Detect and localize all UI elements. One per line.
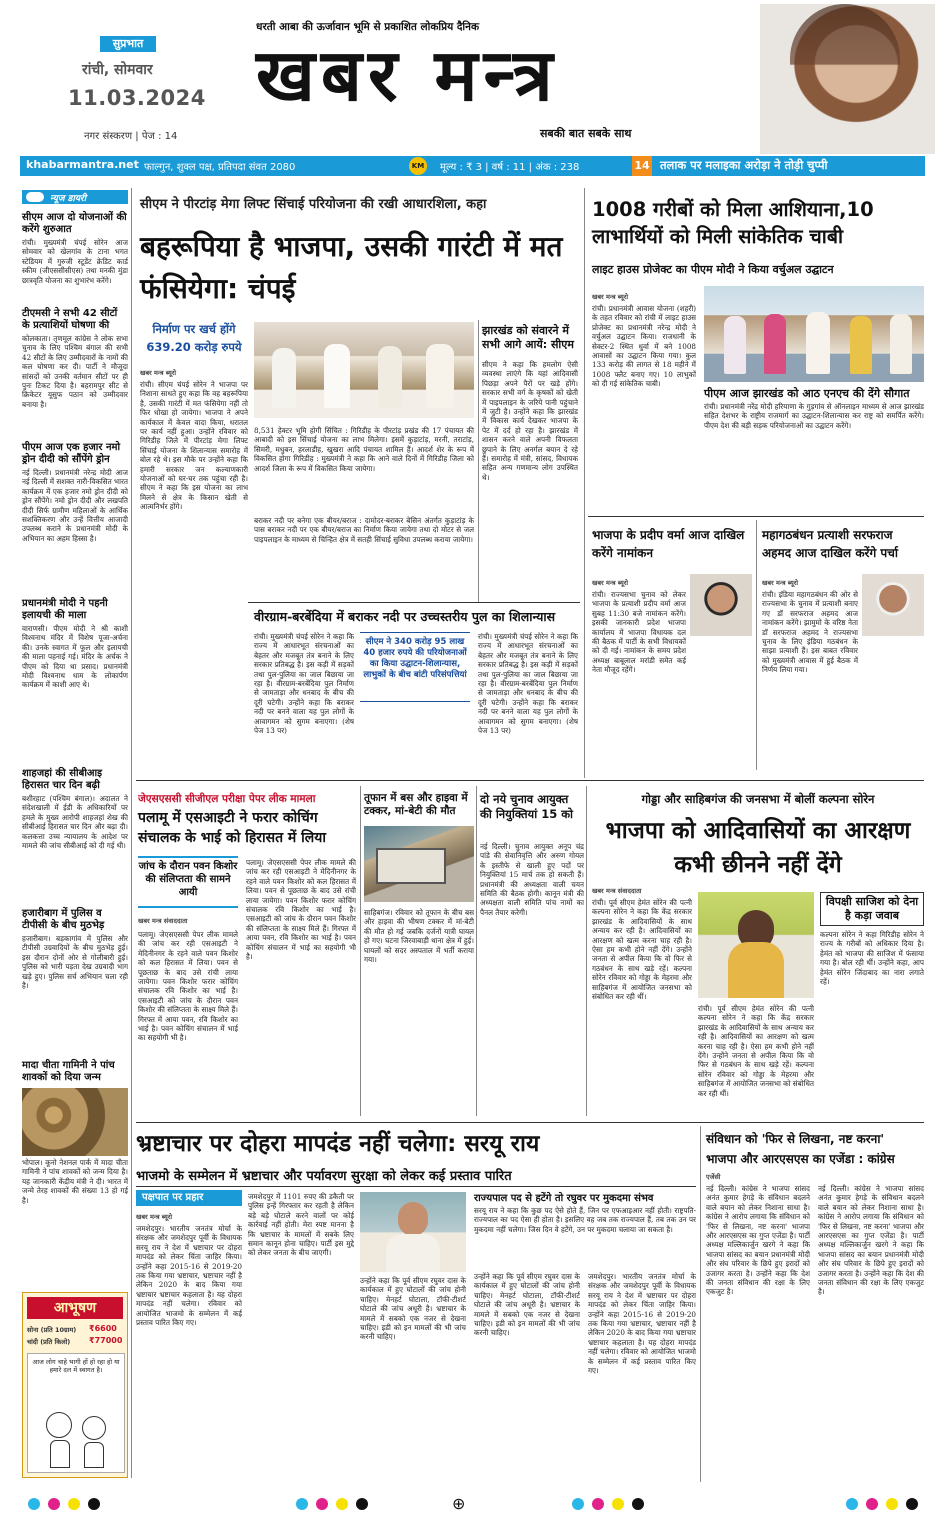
magenta-dot-icon (592, 1498, 604, 1510)
housing-subhead: लाइट हाउस प्रोजेक्ट का पीएम मोदी ने किया वर्चुअल उद्घाटन (592, 263, 834, 276)
housing-text: रांची। प्रधानमंत्री आवास योजना (शहरी) के तहत रविवार को रांची में लाइट हाउस प्रोजेक्ट का प्रधानमंत्री नरेन्द्र मोदी ने वर्चुअल उद्घाटन किया। राजधानी के सेक्टर-2 स्थित धुर्वा में बने 1008 आवासों का उद्घाटन किया गया। कुल 133 करोड़ की लागत से 18 महीने में 1008 फ्लैट बनाए गए। 10 लाभुकों को दी गई सांकेतिक चाबी। (592, 304, 696, 389)
congress-text-b: नई दिल्ली। कांग्रेस ने भाजपा सांसद अनंत कुमार हेगड़े के संविधान बदलने वाले बयान को लेकर निशाना साधा है। कांग्रेस ने आरोप लगाया कि संविधान को 'फिर से लिखना, नष्ट करना' भाजपा और आरएसएस का गुप्त एजेंडा है। पार्टी अध्यक्ष मल्लिकार्जुन खरगे ने कहा कि भाजपा सांसद का बयान प्रधानमंत्री मोदी और संघ परिवार के छिपे हुए इरादों को उजागर करता है। उन्होंने कहा कि देश की जनता संविधान की रक्षा के लिए एकजुट है। (818, 1184, 924, 1297)
lead-text-mid2: बराकर नदी पर बनेगा एक बीयर/बराज : दामोदर-बराकर बेसिन अंतर्गत कुड़ाटांड़ के पास बराकर नदी पर एक बीयर/बराज का निर्माण किया जायेगा तथा दो मोटर से जल पाइपलाइन के माध्यम से चिन्हित क्षेत्र में सतही सिंचाई सुविधा उपलब्ध कराया जायेगा। (254, 516, 474, 544)
magenta-dot-icon (316, 1498, 328, 1510)
lead-story (136, 190, 580, 768)
promo-headline[interactable]: तलाक पर मलाइका अरोड़ा ने तोड़ी चुप्पी (660, 158, 828, 172)
saryu-text-4: उन्होंने कहा कि पूर्व सीएम रघुवर दास के कार्यकाल में हुए घोटालों की जांच होनी चाहिए। मेनहर्ट घोटाला, टॉफी-टीशर्ट घोटाले की जांच अधूरी है। भ्रष्टाचार के मामले में सबको एक नजर से देखना चाहिए। इडी को इन मामलों की भी जांच करनी चाहिए। (360, 1276, 466, 1342)
pradeep-text: रांची। राज्यसभा चुनाव को लेकर भाजपा के प्रत्याशी प्रदीप वर्मा आज सुबह 11:30 बजे नामांकन करेंगे। इसकी जानकारी प्रदेश भाजपा कार्यालय में भाजपा विधायक दल की बैठक में पार्टी के सभी विधायकों को दी गई। नामांकन के समय प्रदेश अध्यक्ष बाबूलाल मरांडी समेत कई नेता मौजूद रहेंगे। (592, 590, 686, 675)
saryu-text-3: सरयू राय ने कहा कि कुछ पद ऐसे होते हैं, जिन पर एफआइआर नहीं होती। राष्ट्रपति-राज्यपाल का पद ऐसा ही होता है। इसलिए वह जब तक राज्यपाल हैं, तब तक उन पर मुकदमा नहीं चलेगा। जिस दिन वे हटेंगे, उन पर मुकदमा चलाया जा सकता है। (474, 1206, 696, 1234)
kalpana-box (820, 892, 924, 1112)
side-story-text: सीएम ने कहा कि हमलोग ऐसी व्यवस्था लाएंगे कि यहां आदिवासी पिछड़ा अपने पैरों पर खड़े होंगे। सरकार सभी वर्ग के कृषकों को खेती में पाइपलाइन के जरिये पानी पहुंचाने में जुटी है। उन्होंने कहा कि झारखंड में विकास कार्य देखकर भाजपा के पेट में दर्द हो रहा है। झारखंड में शासन करने वाले अपनी विफलता छुपाने के लिए अनर्गल बयान दे रहे हैं। समारोह में मंत्री, सांसद, विधायक सहित अन्य गणमान्य लोग उपस्थित थे। (482, 360, 578, 482)
newspaper-title: खबर मन्त्र (256, 33, 559, 117)
cm-stage-photo (254, 322, 474, 418)
lead-text-mid: 8,531 हेक्टर भूमि होगी सिंचित : गिरिडीह के पीरटांड़ प्रखंड की 17 पंचायत की आबादी को इस सिंचाई योजना का लाभ मिलेगा। इसमें कुड़ाटांड़, मरनी, तराटांड़, सिमरी, मधुबन, हरलाडीह, खुखरा आदि पंचायत शामिल हैं। आदर्श शेर के रूप में विकसित होगा गिरिडीह : मुख्यमंत्री ने कहा कि आने वाले दिनों में गिरिडीह जिला को आदर्श जिला के रूप में विकसित किया जायेगा। (254, 426, 474, 473)
bridge-headline[interactable]: वीरग्राम-बरबेंदिया में बराकर नदी पर उच्चस्तरीय पुल का शिलान्यास (254, 609, 556, 624)
edition-tag: सुप्रभात (100, 36, 156, 52)
saryu-story (136, 1126, 696, 1482)
print-registration-marks (0, 1494, 945, 1514)
yellow-dot-icon (336, 1498, 348, 1510)
kalpana-byline: खबर मन्त्र संवाददाता (592, 887, 642, 895)
pradeep-headline[interactable]: भाजपा के प्रदीप वर्मा आज दाखिल करेंगे नामांकन (592, 528, 745, 560)
diary-text: हजारीबाग। बड़कागांव में पुलिस और टीपीसी उग्रवादियों के बीच मुठभेड़ हुई। इस दौरान दोनों ओर से गोलीबारी हुई। पुलिस को भारी पड़ता देख उग्रवादी भाग खड़े हुए। पुलिस सर्च अभियान चला रही है। (22, 934, 128, 991)
diary-text: कोलकाता। तृणमूल कांग्रेस ने लोक सभा चुनाव के लिए पश्चिम बंगाल की सभी 42 सीटों के लिए उम्मीदवारों के नामों की कल घोषणा कर दी। पार्टी ने मौजूदा सांसदों को उनकी वर्तमान सीटों पर ही पुनः टिकट दिया है। बहरामपुर सीट से क्रिकेटर यूसुफ पठान को उम्मीदवार बनाया है। (22, 334, 128, 409)
nh-caption-headline[interactable]: पीएम आज झारखंड को आठ एनएच की देंगे सौगात (704, 387, 910, 400)
nh-caption-text: रांची। प्रधानमंत्री नरेंद्र मोदी हरियाणा के गुड़गांव से ऑनलाइन माध्यम से आज झारखंड सहित देशभर के राष्ट्रीय राजमार्ग का उद्घाटन-शिलान्यास कर राष्ट्र को समर्पित करेंगे। पीएम देश की बड़ी सड़क परियोजनाओं का उद्घाटन करेंगे। (704, 402, 924, 430)
ad-title: आभूषण (27, 1297, 123, 1319)
diary-item (22, 1060, 128, 1274)
yellow-dot-icon (612, 1498, 624, 1510)
saryu-text-3c: जमशेदपुर। भारतीय जनतंत्र मोर्चा के संरक्षक और जमशेदपुर पूर्वी के विधायक सरयू राय ने देश में भ्रष्टाचार पर दोहरा मापदंड को लेकर चिंता जाहिर किया। उन्होंने कहा 2015-16 से 2019-20 तक किया गया भ्रष्टाचार, भ्रष्टाचार नहीं है लेकिन 2020 के बाद किया गया भ्रष्टाचार भ्रष्टाचार कहलाता है। यह दोहरा मापदंड नहीं चलेगा। रविवार को आयोजित भाजमो के सम्मेलन में कई प्रस्ताव पारित किए गए। (588, 1272, 696, 1376)
jssc-box: जांच के दौरान पवन किशोर की संलिप्तता की सामने आयी (138, 856, 238, 908)
kalpana-story (592, 786, 924, 1116)
saryu-text-3b: उन्होंने कहा कि पूर्व सीएम रघुवर दास के कार्यकाल में हुए घोटालों की जांच होनी चाहिए। मेनहर्ट घोटाला, टॉफी-टीशर्ट घोटाले की जांच अधूरी है। भ्रष्टाचार के मामले में सबको एक नजर से देखना चाहिए। इडी को इन मामलों की भी जांच करनी चाहिए। (474, 1272, 580, 1338)
kalpana-text: रांची। पूर्व सीएम हेमंत सोरेन की पत्नी कल्पना सोरेन ने कहा कि केंद्र सरकार झारखंड के आदिवासियों के साथ अन्याय कर रही है। आदिवासियों का आरक्षण को खत्म करना चाह रही है। ऐसा हम कभी होने नहीं देंगे। उन्होंने जनता से अपील किया कि वो फिर से गठबंधन के साथ खड़े रहें। कल्पना सोरेन रविवार को गोड्डा के मेहरमा और साहिबगंज में आयोजित जनसभा को संबोधित कर रही थीं। (592, 898, 692, 1002)
yellow-dot-icon (68, 1498, 80, 1510)
cartoon-speech-bubble: आज लोग चाहे भागी हों हो रहा हो या हमारे दल में स्वागत है। (32, 1358, 120, 1374)
saryu-subhead: भाजमो के सम्मेलन में भ्रष्टाचार और पर्यावरण सुरक्षा को लेकर कई प्रस्ताव पारित (136, 1169, 512, 1184)
saryu-box: पक्षपात पर प्रहार (136, 1190, 242, 1206)
saryu-text-1: जमशेदपुर। भारतीय जनतंत्र मोर्चा के संरक्षक और जमशेदपुर पूर्वी के विधायक सरयू राय ने देश में भ्रष्टाचार पर दोहरा मापदंड को लेकर चिंता जाहिर किया। उन्होंने कहा 2015-16 से 2019-20 तक किया गया भ्रष्टाचार, भ्रष्टाचार नहीं है लेकिन 2020 के बाद किया गया भ्रष्टाचार भ्रष्टाचार कहलाता है। यह दोहरा मापदंड नहीं चलेगा। रविवार को आयोजित भाजमो के सम्मेलन में कई प्रस्ताव पारित किए गए। (136, 1224, 242, 1328)
news-diary-logo-icon (26, 192, 44, 202)
masthead (0, 0, 945, 152)
lead-byline: खबर मन्त्र ब्यूरो (140, 369, 177, 377)
diary-item (22, 598, 128, 766)
crosshair-icon: ⊕ (452, 1494, 466, 1513)
cyan-dot-icon (28, 1498, 40, 1510)
lead-kicker: सीएम ने पीरटांड़ मेगा लिफ्ट सिंचाई परियोजना की रखी आधारशिला, कहा (140, 197, 487, 212)
sarfaraz-text: रांची। इंडिया महागठबंधन की ओर से राज्यसभा के चुनाव में प्रत्याशी बनाए गए डॉ सरफराज अहमद आज नामांकन करेंगे। झामुमो के वरिष्ठ नेता डॉ सरफराज अहमद ने राज्यसभा चुनाव के लिए इंडिया गठबंधन के साझा प्रत्याशी हैं। इस बाबत रविवार को मुख्यमंत्री आवास में हुई बैठक में निर्णय लिया गया। (762, 590, 858, 675)
diary-headline[interactable]: हजारीबाग में पुलिस व टीपीसी के बीच मुठभेड़ (22, 908, 105, 931)
congress-story (706, 1126, 924, 1482)
diary-item (22, 212, 128, 304)
housing-story (590, 190, 924, 508)
gold-rate-value: ₹6600 (89, 1324, 117, 1333)
cyan-dot-icon (572, 1498, 584, 1510)
storm-story (364, 786, 474, 1116)
silver-rate-label: चांदी (प्रति किलो) (27, 1338, 71, 1346)
sarfaraz-portrait (862, 574, 924, 636)
pradeep-byline: खबर मन्त्र ब्यूरो (592, 579, 629, 587)
side-story-headline[interactable]: झारखंड को संवारने में सभी आगे आयें: सीएम (482, 324, 574, 351)
saryu-rai-photo (360, 1192, 466, 1272)
housing-byline: खबर मन्त्र ब्यूरो (592, 293, 629, 301)
diary-item (22, 768, 128, 898)
ec-headline[interactable]: दो नये चुनाव आयुक्त की नियुक्तियां 15 को (480, 792, 574, 821)
magenta-dot-icon (48, 1498, 60, 1510)
diary-headline[interactable]: प्रधानमंत्री मोदी ने पहनी इलायची की माला (22, 598, 108, 621)
bridge-text-right: रांची। मुख्यमंत्री चंपई सोरेन ने कहा कि राज्य में आधारभूत संरचनाओं का बेहतर और मजबूत तंत्र बनाने के लिए सरकार प्रतिबद्ध है। इस कड़ी में सड़कों तथा पुल-पुलिया का जाल बिछाया जा रहा है। वीरग्राम-बरबेंदिया पुल निर्माण से जामताड़ा और धनबाद के बीच की दूरी घटेगी। उन्होंने कहा कि बराकर नदी पर बनने वाला यह पुल लोगों के आवागमन को सुगम बनाएगा। (शेष पेज 13 पर) (478, 632, 578, 736)
storm-text: साहिबगंज। रविवार को तूफान के बीच बस और हाइवा की भीषण टक्कर में मां-बेटी की मौत हो गई जबकि दर्जनों यात्री घायल हो गए। घटना जिरवाबाड़ी थाना क्षेत्र में हुई। घायलों को सदर अस्पताल में भर्ती कराया गया। (364, 908, 474, 965)
ec-text: नई दिल्ली। चुनाव आयुक्त अनूप चंद्र पांडे की सेवानिवृत्ति और अरुण गोयल के इस्तीफे से खाली हुए पदों पर नियुक्तियां 15 मार्च तक हो सकती हैं। प्रधानमंत्री की अध्यक्षता वाली चयन समिति की बैठक होगी। कानून मंत्री की अध्यक्षता वाली समिति पांच नामों का पैनल तैयार करेगी। (480, 842, 584, 917)
lead-text-left: रांची। सीएम चंपई सोरेन ने भाजपा पर निशाना साधते हुए कहा कि वह बहरूपिया है, उसकी गारंटी में मत फंसियेगा नहीं तो फिर धोखा हो जायेगा। भाजपा ने अपने कार्यकाल में केवल वादा किया, धरातल पर कार्य नहीं हुआ। उन्होंने रविवार को गिरिडीह जिले में पीरटांड़ मेगा लिफ्ट सिंचाई योजना के शिलान्यास समारोह में बोल रहे थे। इस मौके पर उन्होंने कहा कि हमारी सरकार जन कल्याणकारी योजनाओं को घर-घर तक पहुंचा रही है। सीएम ने कहा कि इस योजना का लाभ मिलने से क्षेत्र के किसान खेती से आत्मनिर्भर होंगे। (140, 380, 248, 512)
congress-headline-a[interactable]: संविधान को 'फिर से लिखना, नष्ट करना' (706, 1132, 885, 1146)
ec-story (480, 786, 584, 1116)
edition-info: नगर संस्करण | पेज : 14 (84, 131, 178, 142)
jssc-text-b: पलामू। जेएसएससी पेपर लीक मामले की जांच कर रही एसआइटी ने मेदिनीनगर के रहने वाले पवन किशोर को कल हिरासत में लिया। पवन से पूछताछ के बाद उसे रांची लाया जायेगा। पवन किशोर फरार कोचिंग संचालक रवि किशोर का भाई है। एसआइटी को जांच के दौरान पवन किशोर की संलिप्तता के साक्ष्य मिले हैं। गिरफ्त में आया पवन, रवि किशोर का भाई है। पवन कोचिंग संचालन में भाई का सहयोगी भी है। (246, 858, 356, 962)
jssc-byline: खबर मन्त्र संवाददाता (138, 917, 188, 925)
jssc-headline[interactable]: पलामू में एसआइटी ने फरार कोचिंग संचालक के भाई को हिरासत में लिया (138, 810, 327, 846)
jewellery-ad (22, 1292, 128, 1478)
congress-text-a: नई दिल्ली। कांग्रेस ने भाजपा सांसद अनंत कुमार हेगड़े के संविधान बदलने वाले बयान को लेकर निशाना साधा है। कांग्रेस ने आरोप लगाया कि संविधान को 'फिर से लिखना, नष्ट करना' भाजपा और आरएसएस का गुप्त एजेंडा है। पार्टी अध्यक्ष मल्लिकार्जुन खरगे ने कहा कि भाजपा सांसद का बयान प्रधानमंत्री मोदी और संघ परिवार के छिपे हुए इरादों को उजागर करता है। उन्होंने कहा कि देश की जनता संविधान की रक्षा के लिए एकजुट है। (706, 1184, 810, 1297)
sarfaraz-headline[interactable]: महागठबंधन प्रत्याशी सरफराज अहमद आज दाखिल करेंगे पर्चा (762, 528, 898, 560)
city-day: रांची, सोमवार (82, 62, 153, 78)
black-dot-icon (906, 1498, 918, 1510)
saryu-byline: खबर मन्त्र ब्यूरो (136, 1213, 173, 1221)
bridge-text-left: रांची। मुख्यमंत्री चंपई सोरेन ने कहा कि राज्य में आधारभूत संरचनाओं का बेहतर और मजबूत तंत्र बनाने के लिए सरकार प्रतिबद्ध है। इस कड़ी में सड़कों तथा पुल-पुलिया का जाल बिछाया जा रहा है। वीरग्राम-बरबेंदिया पुल निर्माण से जामताड़ा और धनबाद के बीच की दूरी घटेगी। उन्होंने कहा कि बराकर नदी पर बनने वाला यह पुल लोगों के आवागमन को सुगम बनाएगा। (शेष पेज 13 पर) (254, 632, 354, 736)
bus-accident-photo (364, 826, 474, 902)
black-dot-icon (632, 1498, 644, 1510)
black-dot-icon (356, 1498, 368, 1510)
kalpana-box-text: कल्पना सोरेन ने कहा गिरिडीह सोरेन ने राज्य के गरीबों को अधिकार दिया है। हेमंत को भाजपा की साजिश में फंसाया गया है। बोल रही थीं। उन्होंने कहा, आप हेमंत सोरेन जिंदाबाद का नारा लगाते रहें। (820, 930, 924, 987)
sarfaraz-story (762, 520, 924, 772)
news-diary-column (22, 190, 128, 1480)
diary-text: बशीरहाट (पश्चिम बंगाल)। अदालत ने संदेशखाली में ईडी के अधिकारियों पर हमले के मुख्य आरोपी शाहजहां शेख की सीबीआई हिरासत चार दिन और बढ़ा दी। कलकत्ता उच्च न्यायालय के आदेश पर मामले की जांच सीबीआई को दी गई थी। (22, 794, 128, 851)
kalpana-text-b: रांची। पूर्व सीएम हेमंत सोरेन की पत्नी कल्पना सोरेन ने कहा कि केंद्र सरकार झारखंड के आदिवासियों के साथ अन्याय कर रही है। आदिवासियों का आरक्षण को खत्म करना चाह रही है। ऐसा हम कभी होने नहीं देंगे। उन्होंने जनता से अपील किया कि वो फिर से गठबंधन के साथ खड़े रहें। कल्पना सोरेन रविवार को गोड्डा के मेहरमा और साहिबगंज में आयोजित जनसभा को संबोधित कर रही थीं। (698, 1004, 814, 1098)
storm-headline[interactable]: तूफान में बस और हाइवा में टक्कर, मां-बेटी की मौत (364, 792, 468, 817)
diary-item (22, 442, 128, 582)
diary-headline[interactable]: सीएम आज दो योजनाओं की करेंगे शुरुआत (22, 212, 127, 235)
lead-headline[interactable]: बहरूपिया है भाजपा, उसकी गारंटी में मत फंसियेगा: चंपई (140, 230, 563, 305)
congress-byline: एजेंसी (706, 1173, 721, 1181)
diary-text: नई दिल्ली। प्रधानमंत्री नरेन्द्र मोदी आज नई दिल्ली में सशक्त नारी-विकसित भारत कार्यक्रम में एक हजार नमो ड्रोन दीदी को ड्रोन सौंपेंगे। नमो ड्रोन दीदी और लखपति दीदी सिर्फ ग्रामीण महिलाओं के आर्थिक सशक्तिकरण और उन्हें वित्तीय आजादी उपलब्ध कराने के प्रधानमंत्री मोदी के अभियान का अहम हिस्सा है। (22, 468, 128, 543)
saryu-text-2: जमशेदपुर में 1101 रुपए की डकैती पर पुलिस इन्हें गिरफ्तार कर रहती है लेकिन बड़े बड़े घोटाले करने वालों पर कोई कार्रवाई नहीं होती। मेरा स्पष्ट मानना है कि भ्रष्टाचार के मामलों में सबके लिए समान कानून होना चाहिए। पार्टी इस मुद्दे को लेकर जनता के बीच जाएगी। (248, 1192, 354, 1258)
issue-date: 11.03.2024 (68, 86, 206, 110)
lead-subhead: निर्माण पर खर्च होंगे 639.20 करोड़ रुपये (146, 322, 242, 354)
page-ref-badge: 14 (632, 156, 652, 176)
bridge-box: सीएम ने 340 करोड़ 95 लाख 40 हजार रुपये की परियोजनाओं का किया उद्घाटन-शिलान्यास, लाभुकों के बीच बांटी परिसंपत्तियां (360, 632, 470, 702)
cyan-dot-icon (846, 1498, 858, 1510)
cyan-dot-icon (296, 1498, 308, 1510)
diary-item (22, 308, 128, 438)
website-link[interactable]: khabarmantra.net (26, 158, 139, 171)
black-dot-icon (88, 1498, 100, 1510)
saryu-headline[interactable]: भ्रष्टाचार पर दोहरा मापदंड नहीं चलेगा: सरयू राय (136, 1131, 540, 1157)
jssc-text-a: पलामू। जेएसएससी पेपर लीक मामले की जांच कर रही एसआइटी ने मेदिनीनगर के रहने वाले पवन किशोर को कल हिरासत में लिया। पवन से पूछताछ के बाद उसे रांची लाया जायेगा। पवन किशोर फरार कोचिंग संचालक रवि किशोर का भाई है। एसआइटी को जांच के दौरान पवन किशोर की संलिप्तता के साक्ष्य मिले हैं। गिरफ्त में आया पवन, रवि किशोर का भाई है। पवन कोचिंग संचालन में भाई का सहयोगी भी है। (138, 930, 238, 1043)
silver-rate-value: ₹77000 (89, 1336, 123, 1345)
yellow-dot-icon (886, 1498, 898, 1510)
jssc-kicker: जेएसएससी सीजीएल परीक्षा पेपर लीक मामला (138, 793, 316, 805)
kalpana-headline[interactable]: भाजपा को आदिवासियों का आरक्षण कभी छीनने नहीं देंगे (605, 818, 911, 878)
housing-headline[interactable]: 1008 गरीबों को मिला आशियाना,10 लाभार्थियों को मिली सांकेतिक चाबी (592, 198, 874, 248)
pradeep-story (590, 520, 754, 772)
promo-portrait-image (760, 4, 935, 154)
cheetah-cubs-image (22, 1088, 128, 1156)
kalpana-box-headline[interactable]: विपक्षी साजिश को देना है कड़ा जवाब (820, 892, 924, 926)
housing-ceremony-photo (704, 286, 924, 382)
price-volume: मूल्य : ₹ 3 | वर्ष : 11 | अंक : 238 (440, 162, 580, 173)
pradeep-portrait (690, 574, 752, 636)
saryu-box2: राज्यपाल पद से हटेंगे तो रघुवर पर मुकदमा संभव (474, 1193, 654, 1204)
congress-headline-b[interactable]: भाजपा और आरएसएस का एजेंडा : कांग्रेस (706, 1152, 895, 1166)
sarfaraz-byline: खबर मन्त्र ब्यूरो (762, 579, 799, 587)
diary-headline[interactable]: मादा चीता गामिनी ने पांच शावकों को दिया जन्म (22, 1060, 115, 1083)
kalpana-rally-photo (698, 892, 814, 998)
diary-headline[interactable]: शाहजहां की सीबीआइ हिरासत चार दिन बढ़ी (22, 768, 103, 791)
tagline-top: धरती आबा की ऊर्जावान भूमि से प्रकाशित लोकप्रिय दैनिक (256, 21, 480, 33)
km-logo-icon: KM (409, 157, 427, 175)
info-strip (20, 156, 925, 176)
magenta-dot-icon (866, 1498, 878, 1510)
diary-text: वाराणसी। पीएम मोदी ने श्री काशी विश्वनाथ मंदिर में विशेष पूजा-अर्चना की। उनके स्वागत में फूल और इलायची की माला पहनाई गई। मंदिर के अर्चक ने पीएम को दिया था प्रसाद। प्रधानमंत्री मोदी विश्वनाथ धाम के लोकार्पण कार्यक्रम में काशी आए थे। (22, 624, 128, 690)
slogan: सबकी बात सबके साथ (540, 127, 632, 140)
news-diary-title: न्यूज डायरी (50, 194, 87, 204)
diary-text: रांची। मुख्यमंत्री चंपई सोरेन आज सोमवार को खेलगांव के टाना भगत स्टेडियम में गुरुजी स्टूडेंट क्रेडिट कार्ड स्कीम (जीएससीसीएस) तथा मनकी मुंडा छात्रवृति योजना का शुभारंभ करेंगे। (22, 238, 128, 285)
diary-item (22, 908, 128, 1038)
news-diary-header (22, 190, 128, 204)
diary-headline[interactable]: पीएम आज एक हजार नमो ड्रोन दीदी को सौंपेंगे ड्रोन (22, 442, 121, 465)
diary-text: भोपाल। कूनो नेशनल पार्क में मादा चीता गामिनी ने पांच शावकों को जन्म दिया है। यह जानकारी केंद्रीय मंत्री ने दी। भारत में जन्मे तेरह शावकों की संख्या 13 हो गई है। (22, 1158, 128, 1205)
cartoon-image (27, 1353, 125, 1473)
panchang-text: फाल्गुन, शुक्ल पक्ष, प्रतिपदा संवत 2080 (144, 162, 296, 173)
gold-rate-label: सोना (प्रति 10ग्राम) (27, 1326, 77, 1334)
diary-headline[interactable]: टीएमसी ने सभी 42 सीटों के प्रत्याशियों घोषणा की (22, 308, 118, 331)
kalpana-kicker: गोड्डा और साहिबगंज की जनसभा में बोलीं कल्पना सोरेन (641, 792, 875, 806)
jssc-story (136, 786, 358, 1116)
